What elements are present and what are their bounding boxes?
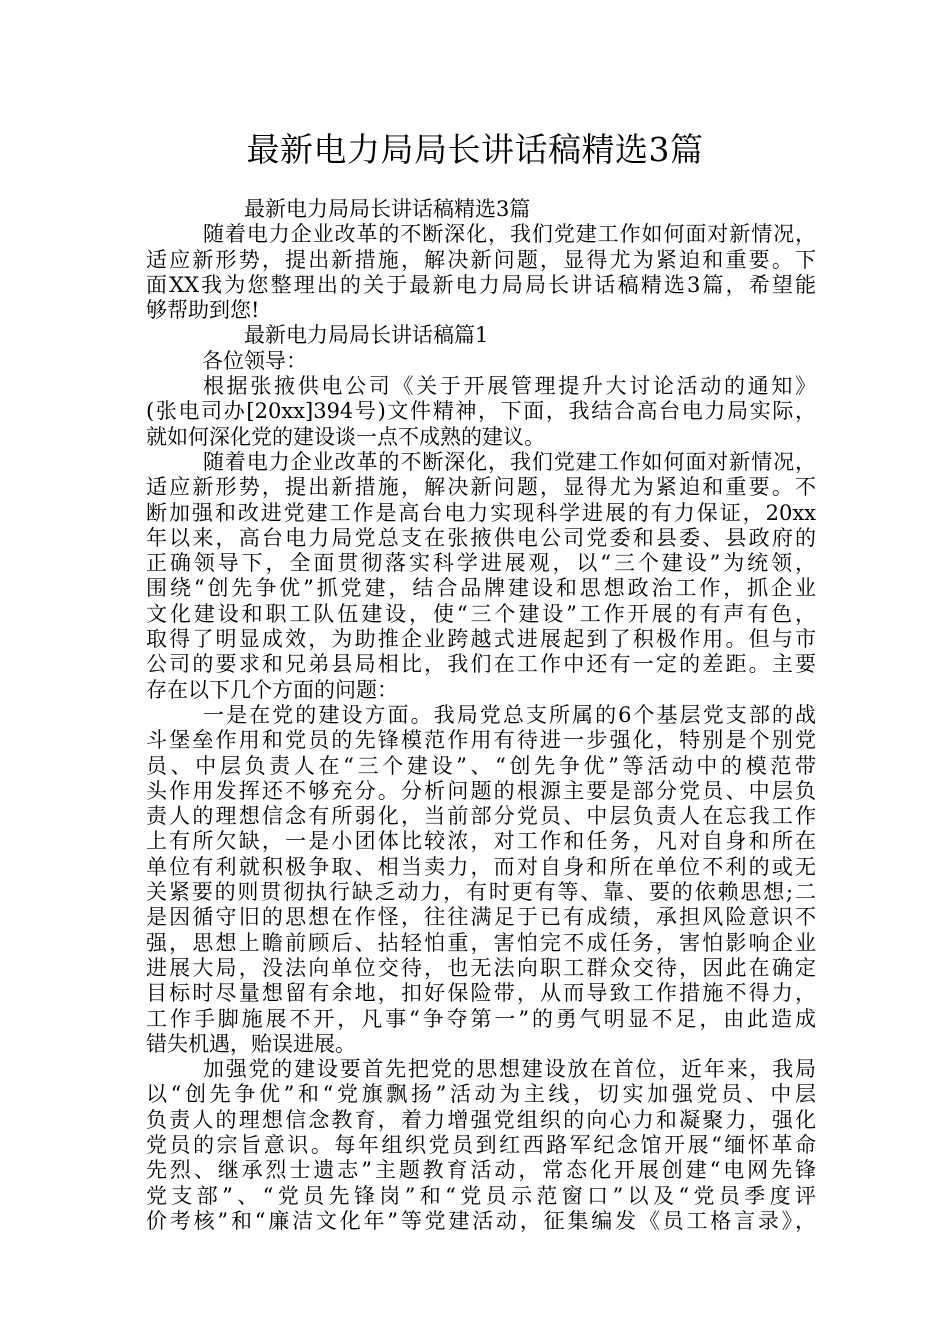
text-line: 目标时尽量想留有余地，扣好保险带，从而导致工作措施不得力， [146, 981, 816, 1006]
text-line: 公司的要求和兄弟县局相比，我们在工作中还有一定的差距。主要 [146, 652, 816, 677]
text-line: 头作用发挥还不够充分。分析问题的根源主要是部分党员、中层负 [146, 778, 816, 803]
text-line: 以“创先争优”和“党旗飘扬”活动为主线，切实加强党员、中层 [146, 1082, 816, 1107]
text-line: 员、中层负责人在“三个建设”、“创先争优”等活动中的模范带 [146, 753, 816, 778]
text-line: 斗堡垒作用和党员的先锋模范作用有待进一步强化，特别是个别党 [146, 728, 816, 753]
text-line: 围绕“创先争优”抓党建，结合品牌建设和思想政治工作，抓企业 [146, 576, 816, 601]
text-line: 断加强和改进党建工作是高台电力实现科学进展的有力保证，20xx [146, 500, 816, 525]
text-line: 年以来，高台电力局党总支在张掖供电公司党委和县委、县政府的 [146, 525, 816, 550]
text-line: 价考核”和“廉洁文化年”等党建活动，征集编发《员工格言录》， [146, 1208, 816, 1233]
document-title: 最新电力局局长讲话稿精选3篇 [246, 130, 704, 169]
subtitle-line: 最新电力局局长讲话稿精选3篇 [244, 197, 531, 221]
text-line: (张电司办[20xx]394号)文件精神，下面，我结合高台电力局实际， [146, 399, 816, 424]
text-line: 正确领导下，全面贯彻落实科学进展观，以“三个建设”为统领， [146, 551, 816, 576]
text-line: 党支部”、“党员先锋岗”和“党员示范窗口”以及“党员季度评 [146, 1183, 816, 1208]
text-line: 是因循守旧的思想在作怪，往往满足于已有成绩，承担风险意识不 [146, 905, 816, 930]
text-line: 加强党的建设要首先把党的思想建设放在首位，近年来，我局 [203, 1057, 816, 1082]
text-line: 适应新形势，提出新措施，解决新问题，显得尤为紧迫和重要。下 [146, 247, 816, 272]
text-line: 进展大局，没法向单位交待，也无法向职工群众交待，因此在确定 [146, 955, 816, 980]
text-line: 面XX我为您整理出的关于最新电力局局长讲话稿精选3篇，希望能 [146, 272, 816, 297]
text-line: 存在以下几个方面的问题： [146, 677, 398, 702]
text-line: 工作手脚施展不开，凡事“争夺第一”的勇气明显不足，由此造成 [146, 1006, 816, 1031]
text-line: 一是在党的建设方面。我局党总支所属的6个基层党支部的战 [203, 702, 816, 727]
text-line: 上有所欠缺，一是小团体比较浓，对工作和任务，凡对自身和所在 [146, 829, 816, 854]
text-line: 就如何深化党的建设谈一点不成熟的建议。 [146, 424, 545, 449]
text-line: 关紧要的则贯彻执行缺乏动力，有时更有等、靠、要的依赖思想;二 [146, 880, 816, 905]
text-line: 适应新形势，提出新措施，解决新问题，显得尤为紧迫和重要。不 [146, 475, 816, 500]
document-body [146, 197, 816, 1234]
text-line: 负责人的理想信念教育，着力增强党组织的向心力和凝聚力，强化 [146, 1107, 816, 1132]
text-line: 责人的理想信念有所弱化，当前部分党员、中层负责人在忘我工作 [146, 804, 816, 829]
text-line: 先烈、继承烈士遗志”主题教育活动，常态化开展创建“电网先锋 [146, 1158, 816, 1183]
text-line: 随着电力企业改革的不断深化，我们党建工作如何面对新情况， [203, 222, 816, 247]
section-heading: 最新电力局局长讲话稿篇1 [244, 323, 489, 348]
text-line: 取得了明显成效，为助推企业跨越式进展起到了积极作用。但与市 [146, 627, 816, 652]
text-line: 随着电力企业改革的不断深化，我们党建工作如何面对新情况， [203, 449, 816, 474]
text-line: 单位有利就积极争取、相当卖力，而对自身和所在单位不利的或无 [146, 854, 816, 879]
text-line: 根据张掖供电公司《关于开展管理提升大讨论活动的通知》 [203, 374, 816, 399]
salutation: 各位领导： [202, 348, 307, 373]
text-line: 够帮助到您! [146, 298, 260, 323]
text-line: 党员的宗旨意识。每年组织党员到红西路军纪念馆开展“缅怀革命 [146, 1132, 816, 1157]
text-line: 文化建设和职工队伍建设，使“三个建设”工作开展的有声有色， [146, 601, 816, 626]
text-line: 强，思想上瞻前顾后、拈轻怕重，害怕完不成任务，害怕影响企业 [146, 930, 816, 955]
text-line: 错失机遇，贻误进展。 [146, 1031, 356, 1056]
